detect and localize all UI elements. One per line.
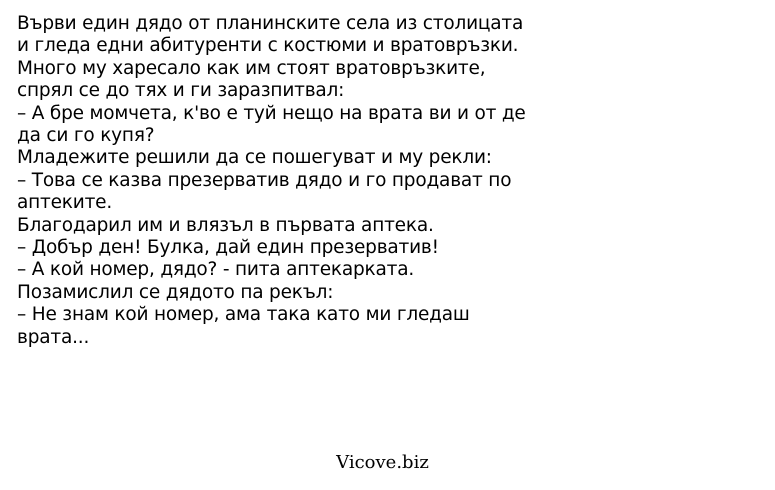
- joke-line: Младежите решили да се пошегуват и му рекли:: [17, 147, 492, 169]
- joke-line: – Добър ден! Булка, дай един презерватив!: [17, 237, 439, 259]
- joke-line: и гледа едни абитуренти с костюми и вратовръзки.: [17, 35, 519, 57]
- joke-line: да си го купя?: [17, 125, 155, 147]
- joke-line: – Това се казва презерватив дядо и го продават по: [17, 169, 512, 191]
- joke-line: спрял се до тях и ги заразпитвал:: [17, 80, 345, 102]
- joke-line: Благодарил им и влязъл в първата аптека.: [17, 214, 434, 236]
- joke-line: – А кой номер, дядо? - пита аптекарката.: [17, 259, 415, 281]
- joke-line: Позамислил се дядото па рекъл:: [17, 281, 334, 303]
- joke-line: Много му харесало как им стоят вратовръзките,: [17, 57, 486, 79]
- joke-text: [17, 13, 767, 349]
- joke-line: – Не знам кой номер, ама така като ми гледаш: [17, 304, 470, 326]
- joke-line: врата...: [17, 326, 90, 348]
- site-watermark: Vicove.biz: [336, 452, 429, 473]
- joke-line: Върви един дядо от планинските села из столицата: [17, 13, 524, 34]
- joke-line: – А бре момчета, к'во е туй нещо на врата ви и от де: [17, 102, 526, 124]
- joke-line: аптеките.: [17, 192, 113, 214]
